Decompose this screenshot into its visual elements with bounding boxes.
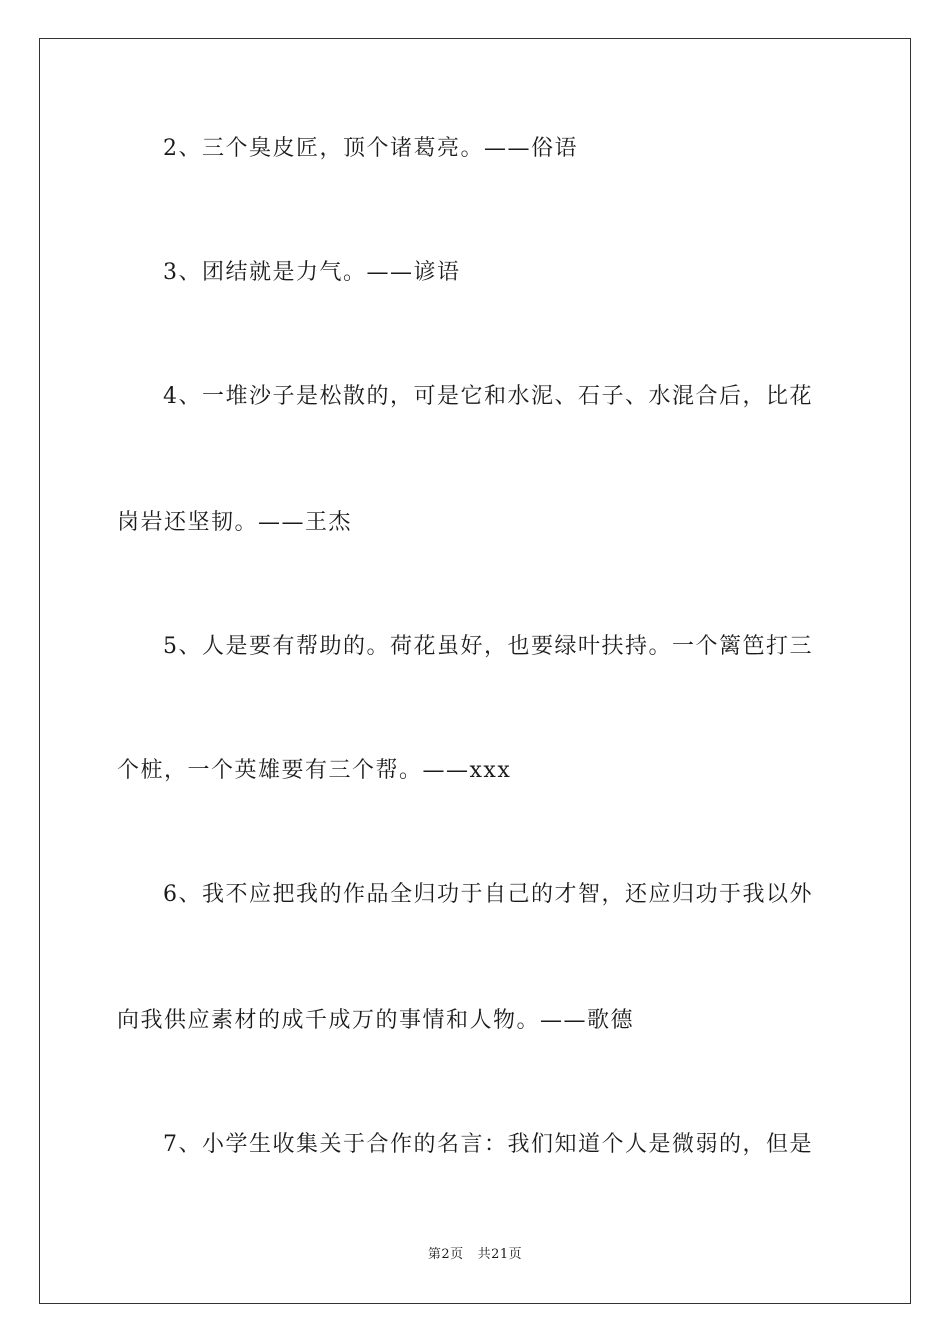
quote-line-6-cont: 向我供应素材的成千成万的事情和人物。——歌德 bbox=[117, 1008, 635, 1033]
page-footer bbox=[0, 1246, 950, 1264]
page-total: 共21页 bbox=[477, 1247, 523, 1262]
quote-line-5-start: 5、人是要有帮助的。荷花虽好，也要绿叶扶持。一个篱笆打三 bbox=[163, 634, 813, 659]
quote-line-5-cont: 个桩，一个英雄要有三个帮。——xxx bbox=[117, 758, 512, 783]
page-number: 第2页 bbox=[427, 1247, 464, 1262]
quote-line-2: 2、三个臭皮匠，顶个诸葛亮。——俗语 bbox=[163, 136, 578, 161]
quote-line-6-start: 6、我不应把我的作品全归功于自己的才智，还应归功于我以外 bbox=[163, 882, 813, 907]
page-border bbox=[39, 38, 911, 1304]
quote-line-4-cont: 岗岩还坚韧。——王杰 bbox=[117, 510, 353, 535]
quote-line-4-start: 4、一堆沙子是松散的，可是它和水泥、石子、水混合后，比花 bbox=[163, 384, 813, 409]
quote-line-3: 3、团结就是力气。——谚语 bbox=[163, 260, 461, 285]
quote-line-7-start: 7、小学生收集关于合作的名言：我们知道个人是微弱的，但是 bbox=[163, 1132, 813, 1157]
